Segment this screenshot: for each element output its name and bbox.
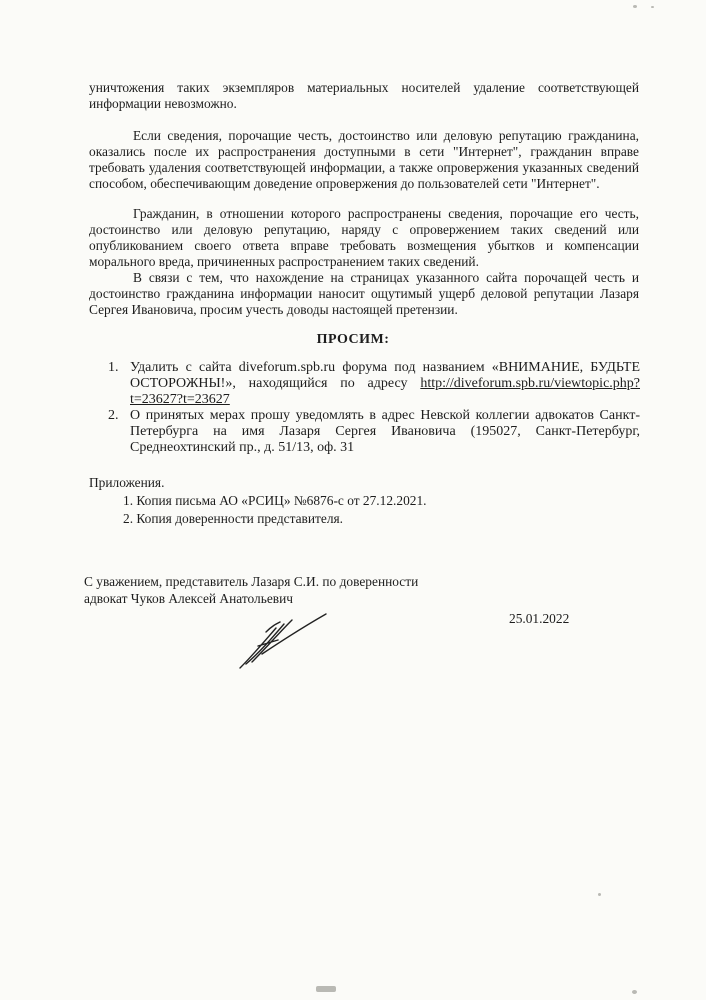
paragraph-3: Гражданин, в отношении которого распространены сведения, порочащие его честь, достоинство или деловую репутацию, наряду с опровержением таких сведений или опубликованием своего ответа вправе требовать возмещения убытков и компенсации морального вреда, причиненных распространением таких сведений. [89,206,639,269]
scan-speck [633,5,637,8]
handwritten-signature-icon [232,612,332,672]
paragraph-1: уничтожения таких экземпляров материальных носителей удаление соответствующей информации невозможно. [89,80,639,111]
attachment-item: 2. Копия доверенности представителя. [123,511,344,526]
attachments-title: Приложения. [89,475,165,490]
attachment-item: 1. Копия письма АО «РСИЦ» №6876-с от 27.12.2021. [123,493,427,508]
scan-speck [598,893,601,896]
scan-speck [316,986,336,992]
list-item [108,408,640,456]
list-item-number: 2. [108,408,119,423]
signature-line-2: адвокат Чуков Алексей Анатольевич [84,591,293,606]
list-item-text: О принятых мерах прошу уведомлять в адрес Невской коллегии адвокатов Санкт-Петербурга на имя Лазаря Сергея Ивановича (195027, Санкт-Петербург, Среднеохтинский пр., д. 51/13, оф. 31 [130,408,640,455]
requests-list [108,360,640,456]
forum-link[interactable]: http://diveforum.spb.ru/viewtopic.php?t=23627?t=23627 [130,376,640,407]
scan-speck [632,990,637,994]
list-item-text: Удалить с сайта diveforum.spb.ru форума под названием «ВНИМАНИЕ, БУДЬТЕ ОСТОРОЖНЫ!», находящийся по адресу [130,360,640,391]
list-item [108,360,640,408]
list-item-number: 1. [108,360,119,375]
scan-speck [651,6,654,8]
paragraph-4: В связи с тем, что нахождение на страницах указанного сайта порочащей честь и достоинство гражданина информации наносит ощутимый ущерб деловой репутации Лазаря Сергея Ивановича, просим учесть доводы настоящей претензии. [89,270,639,317]
signature-line-1: С уважением, представитель Лазаря С.И. по доверенности [84,574,419,589]
section-heading: ПРОСИМ: [316,332,390,347]
document-date: 25.01.2022 [509,611,570,626]
paragraph-2: Если сведения, порочащие честь, достоинство или деловую репутацию гражданина, оказались после их распространения доступными в сети "Интернет", гражданин вправе требовать удаления соответствующей информации, а также опровержения указанных сведений способом, обеспечивающим доведение опровержения до пользователей сети "Интернет". [89,128,639,191]
